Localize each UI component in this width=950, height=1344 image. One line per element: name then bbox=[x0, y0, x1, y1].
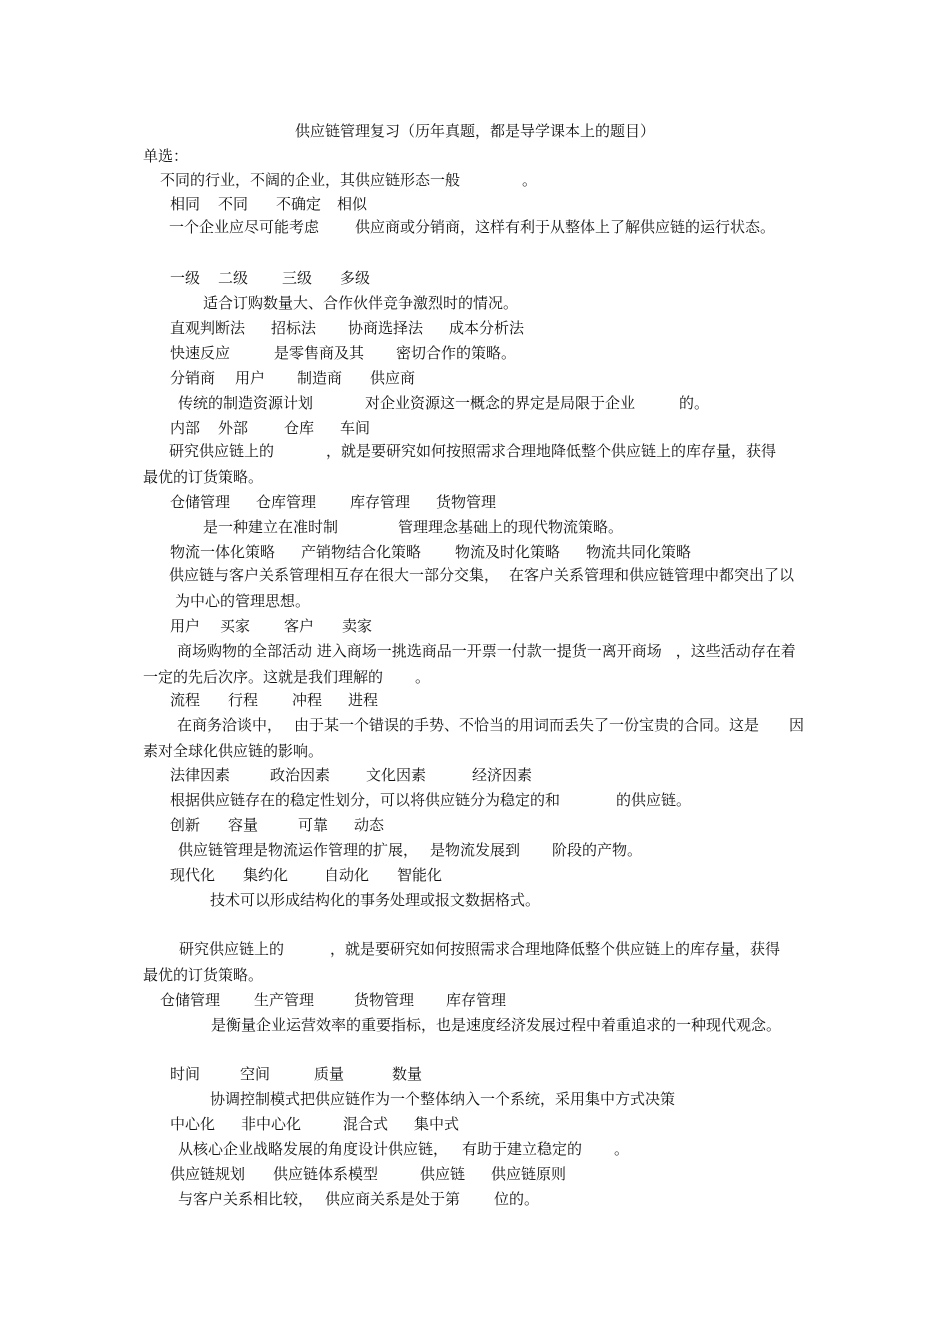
question-1: 不同的行业，不阔的企业，其供应链形态一般 。 bbox=[160, 171, 538, 189]
question-14: 研究供应链上的 ，就是要研究如何按照需求合理地降低整个供应链上的库存量，获得最优的订货策略。 bbox=[143, 940, 781, 984]
options-15: 时间 空间 质量 数量 bbox=[170, 1065, 423, 1083]
question-16: 协调控制模式把供应链作为一个整体纳入一个系统，采用集中方式决策 bbox=[210, 1090, 676, 1108]
question-15: 是衡量企业运营效率的重要指标，也是速度经济发展过程中着重追求的一种现代观念。 bbox=[211, 1016, 782, 1034]
question-8: 供应链与客户关系管理相互存在很大一部分交集， 在客户关系管理和供应链管理中都突出了以为中心的管理思想。 bbox=[169, 566, 795, 610]
options-17: 供应链规划 供应链体系模型 供应链 供应链原则 bbox=[170, 1165, 567, 1183]
question-7: 是一种建立在准时制 管理理念基础上的现代物流策略。 bbox=[203, 518, 624, 536]
question-13: 技术可以形成结构化的事务处理或报文数据格式。 bbox=[210, 891, 541, 909]
options-14: 仓储管理 生产管理 货物管理 库存管理 bbox=[160, 991, 507, 1009]
options-8: 用户 买家 客户 卖家 bbox=[170, 617, 373, 635]
question-6: 研究供应链上的 ，就是要研究如何按照需求合理地降低整个供应链上的库存量，获得最优的订货策略。 bbox=[143, 442, 777, 486]
options-16: 中心化 非中心化 混合式 集中式 bbox=[170, 1115, 460, 1133]
question-12: 供应链管理是物流运作管理的扩展， 是物流发展到 阶段的产物。 bbox=[178, 841, 643, 859]
options-10: 法律因素 政治因素 文化因素 经济因素 bbox=[170, 766, 533, 784]
document-title: 供应链管理复习（历年真题，都是导学课本上的题目） bbox=[294, 122, 655, 140]
options-2: 一级 二级 三级 多级 bbox=[170, 269, 371, 287]
question-18: 与客户关系相比较， 供应商关系是处于第 位的。 bbox=[178, 1190, 540, 1208]
options-12: 现代化 集约化 自动化 智能化 bbox=[170, 866, 443, 884]
question-17: 从核心企业战略发展的角度设计供应链， 有助于建立稳定的 。 bbox=[178, 1140, 630, 1158]
question-5: 传统的制造资源计划 对企业资源这一概念的界定是局限于企业 的。 bbox=[178, 394, 710, 412]
options-9: 流程 行程 冲程 进程 bbox=[170, 691, 379, 709]
question-11: 根据供应链存在的稳定性划分，可以将供应链分为稳定的和 的供应链。 bbox=[170, 791, 692, 809]
question-2: 一个企业应尽可能考虑 供应商或分销商，这样有利于从整体上了解供应链的运行状态。 bbox=[169, 218, 776, 236]
section-heading: 单选： bbox=[143, 147, 189, 165]
options-5: 内部 外部 仓库 车间 bbox=[170, 419, 371, 437]
question-9: 商场购物的全部活动 进入商场一挑选商品一开票一付款一提货一离开商场 ，这些活动存在着一定的先后次序。这就是我们理解的 。 bbox=[143, 642, 796, 686]
options-4: 分销商 用户 制造商 供应商 bbox=[170, 369, 416, 387]
options-11: 创新 容量 可靠 动态 bbox=[170, 816, 385, 834]
question-10: 在商务洽谈中， 由于某一个错误的手势、不恰当的用词而丢失了一份宝贵的合同。这是 因素对全球化供应链的影响。 bbox=[143, 716, 805, 760]
options-6: 仓储管理 仓库管理 库存管理 货物管理 bbox=[170, 493, 497, 511]
options-1: 相同 不同 不确定 相似 bbox=[170, 195, 368, 213]
question-4: 快速反应 是零售商及其 密切合作的策略。 bbox=[170, 344, 517, 362]
question-3: 适合订购数量大、合作伙伴竞争激烈时的情况。 bbox=[203, 294, 519, 312]
options-7: 物流一体化策略 产销物结合化策略 物流及时化策略 物流共同化策略 bbox=[170, 543, 692, 561]
options-3: 直观判断法 招标法 协商选择法 成本分析法 bbox=[170, 319, 525, 337]
